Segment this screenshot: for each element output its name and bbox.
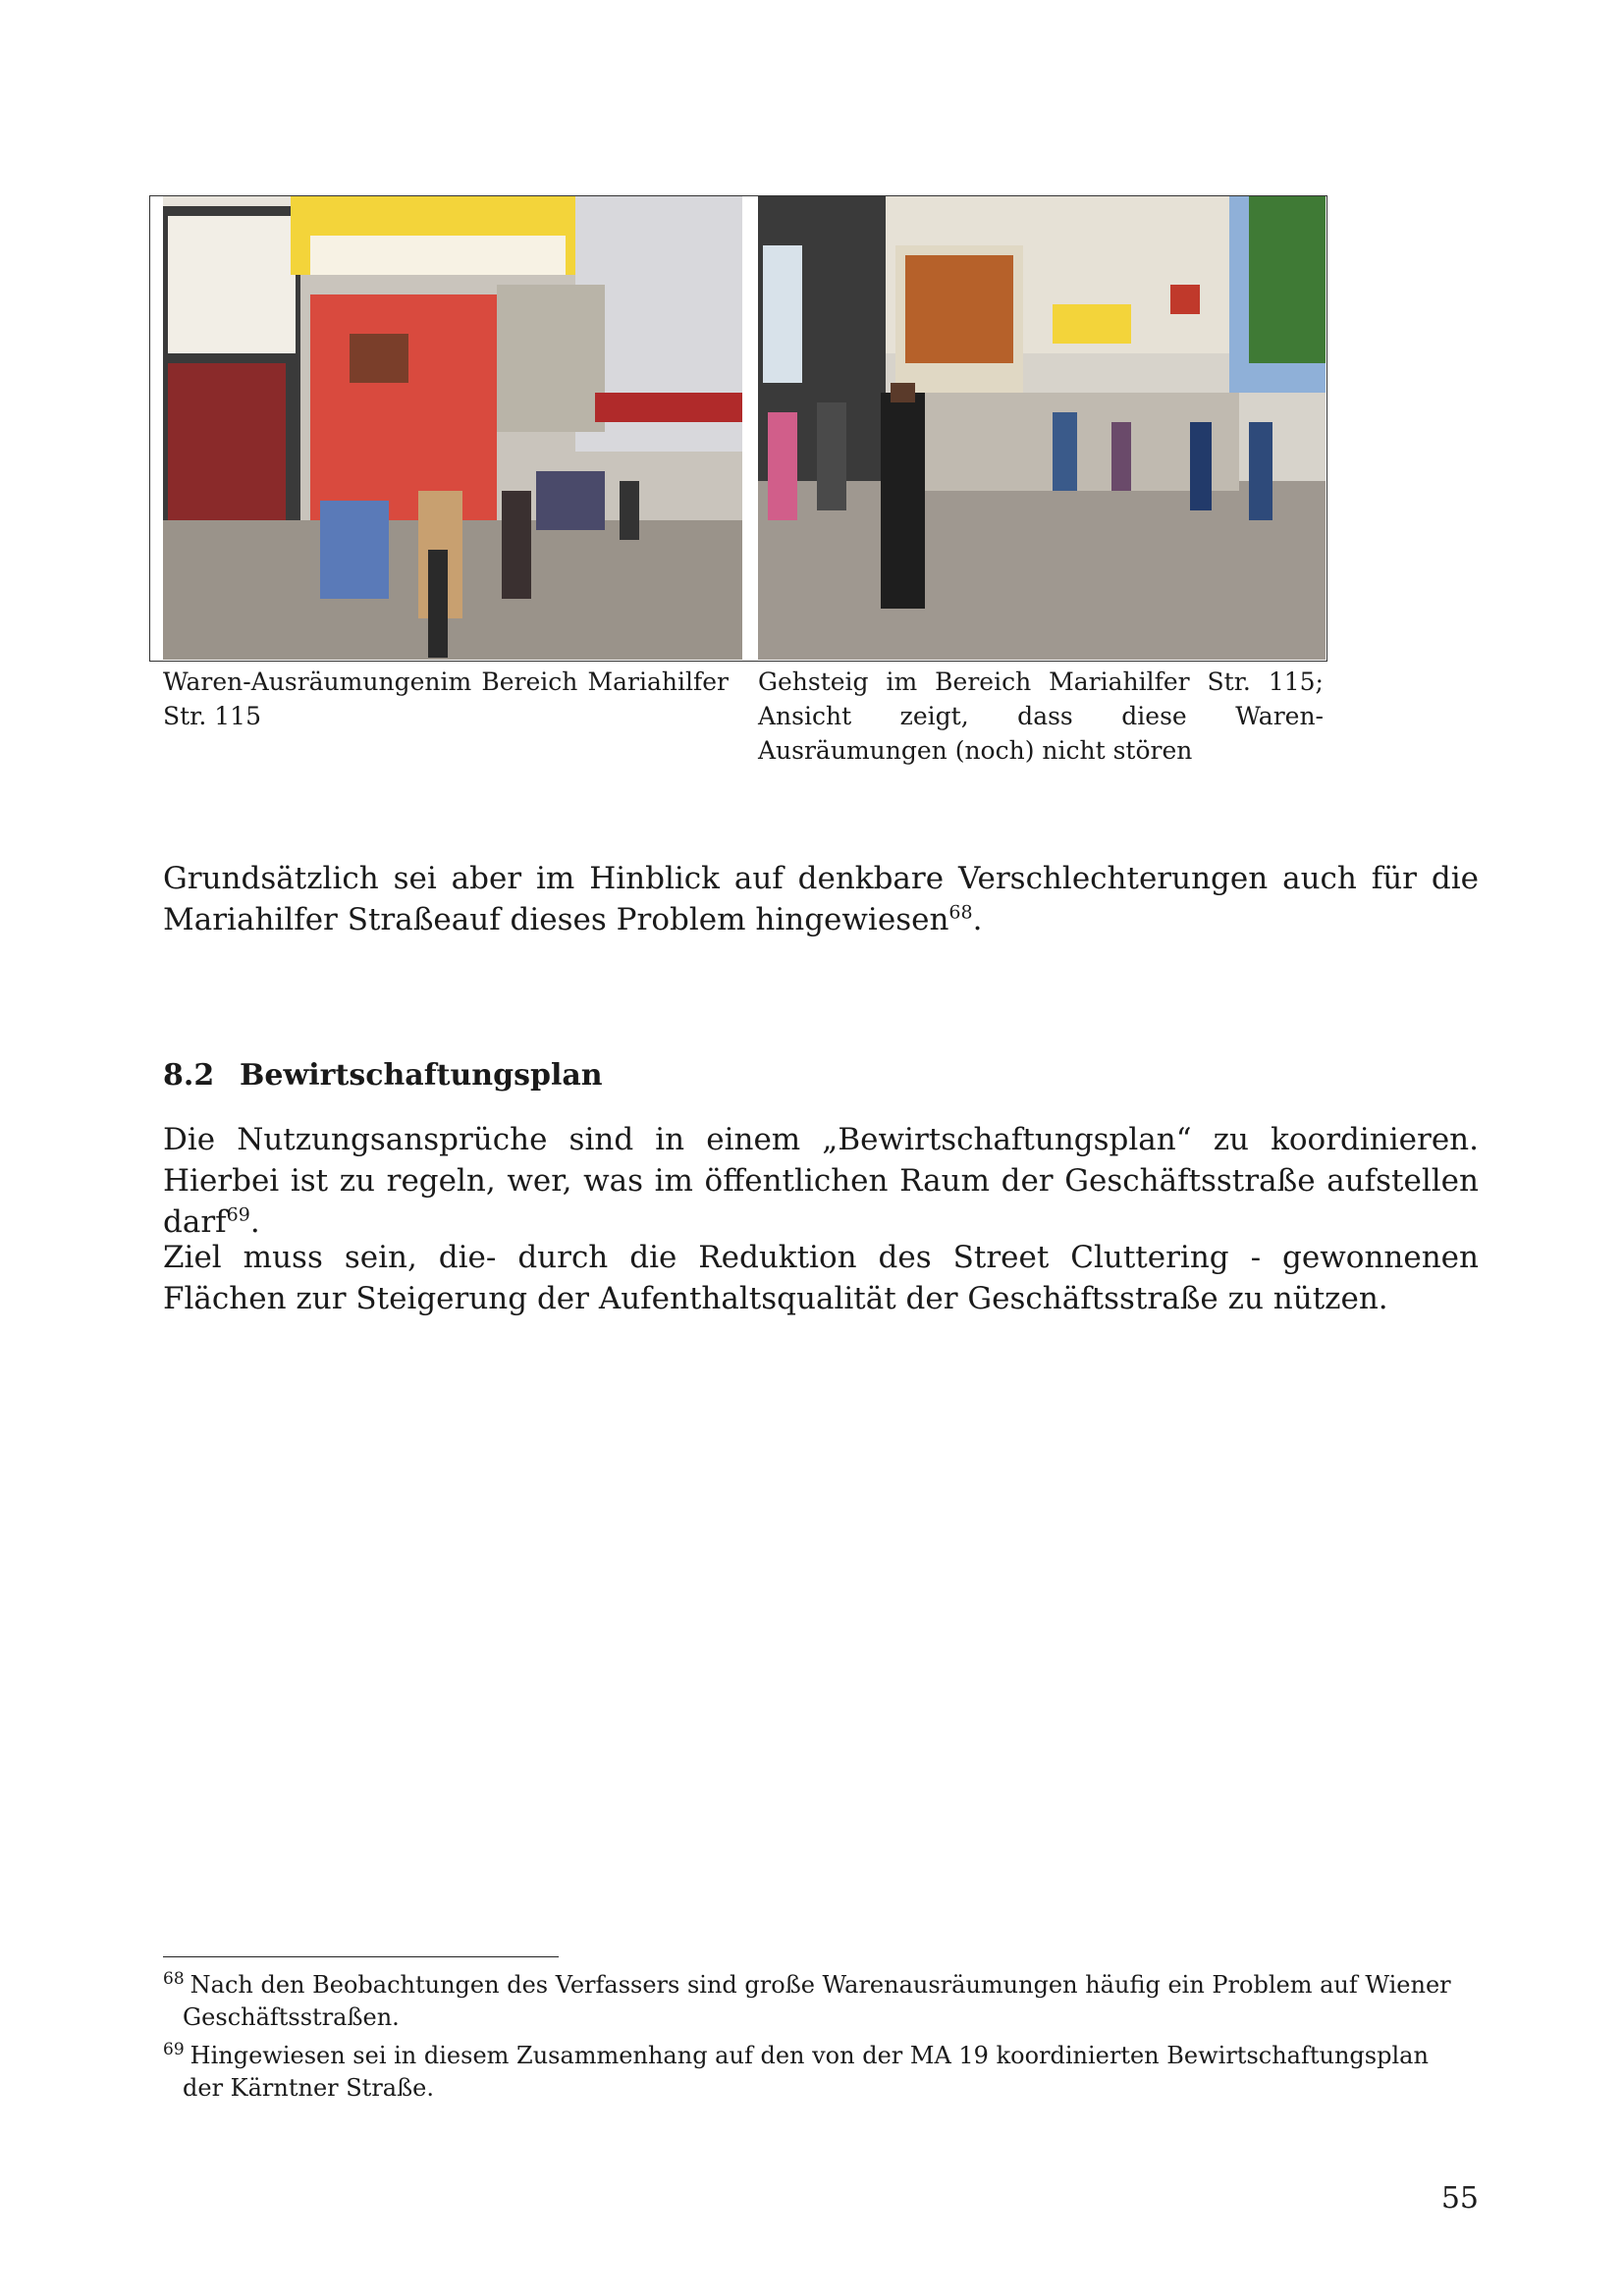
- section-title: Bewirtschaftungsplan: [240, 1058, 603, 1093]
- footnote-number: 69: [163, 2040, 185, 2059]
- paragraph-end: .: [249, 1204, 260, 1240]
- paragraph-text: Die Nutzungsansprüche sind in einem „Bewirtschaftungsplan“ zu koordinieren. Hierbei ist zu regeln, wer, was im öffentlichen Raum der Geschäftsstraße aufstellen darf: [163, 1122, 1479, 1240]
- section-number: 8.2: [163, 1058, 215, 1093]
- footnote-line: [163, 1969, 1479, 2002]
- photo-sidewalk: [758, 196, 1326, 660]
- footnote-number: 68: [163, 1969, 185, 1989]
- footnote-text: Hingewiesen sei in diesem Zusammenhang auf den von der MA 19 koordinierten Bewirtschaftungsplan: [189, 2042, 1429, 2069]
- footnote-68: [163, 1969, 1479, 2034]
- footnote-reference: 69: [226, 1203, 250, 1226]
- photo-sidewalk-image: [758, 196, 1326, 660]
- photo-store-displays: [163, 196, 742, 660]
- footnote-continuation: Geschäftsstraßen.: [183, 2003, 400, 2031]
- body-paragraph-1: [163, 858, 1479, 940]
- footnote-text: Nach den Beobachtungen des Verfassers sind große Warenausräumungen häufig ein Problem auf Wiener: [189, 1971, 1451, 1999]
- figure-caption-left: Waren-Ausräumungenim Bereich Mariahilfer Str. 115: [163, 667, 729, 730]
- footnote-continuation: der Kärntner Straße.: [183, 2074, 434, 2102]
- paragraph-text: Grundsätzlich sei aber im Hinblick auf denkbare Verschlechterungen auch für die Mariahilfer Straßeauf dieses Problem hingewiesen: [163, 861, 1479, 937]
- figure-caption-right: Gehsteig im Bereich Mariahilfer Str. 115; Ansicht zeigt, dass diese Waren-Ausräumungen (noch) nicht stören: [758, 667, 1324, 765]
- footnote-line: [163, 2040, 1479, 2072]
- footnote-69: [163, 2040, 1479, 2105]
- section-heading: [163, 1058, 603, 1093]
- paragraph-end: .: [972, 902, 983, 937]
- footnote-separator: [163, 1956, 559, 1957]
- footnote-reference: 68: [948, 901, 973, 924]
- page-number: 55: [1440, 2181, 1479, 2216]
- body-paragraph-3: Ziel muss sein, die- durch die Reduktion des Street Cluttering - gewonnenen Flächen zur Steigerung der Aufenthaltsqualität der Geschäftsstraße zu nützen.: [163, 1240, 1479, 1316]
- photo-store-displays-image: [163, 196, 742, 660]
- body-paragraph-2: [163, 1119, 1479, 1243]
